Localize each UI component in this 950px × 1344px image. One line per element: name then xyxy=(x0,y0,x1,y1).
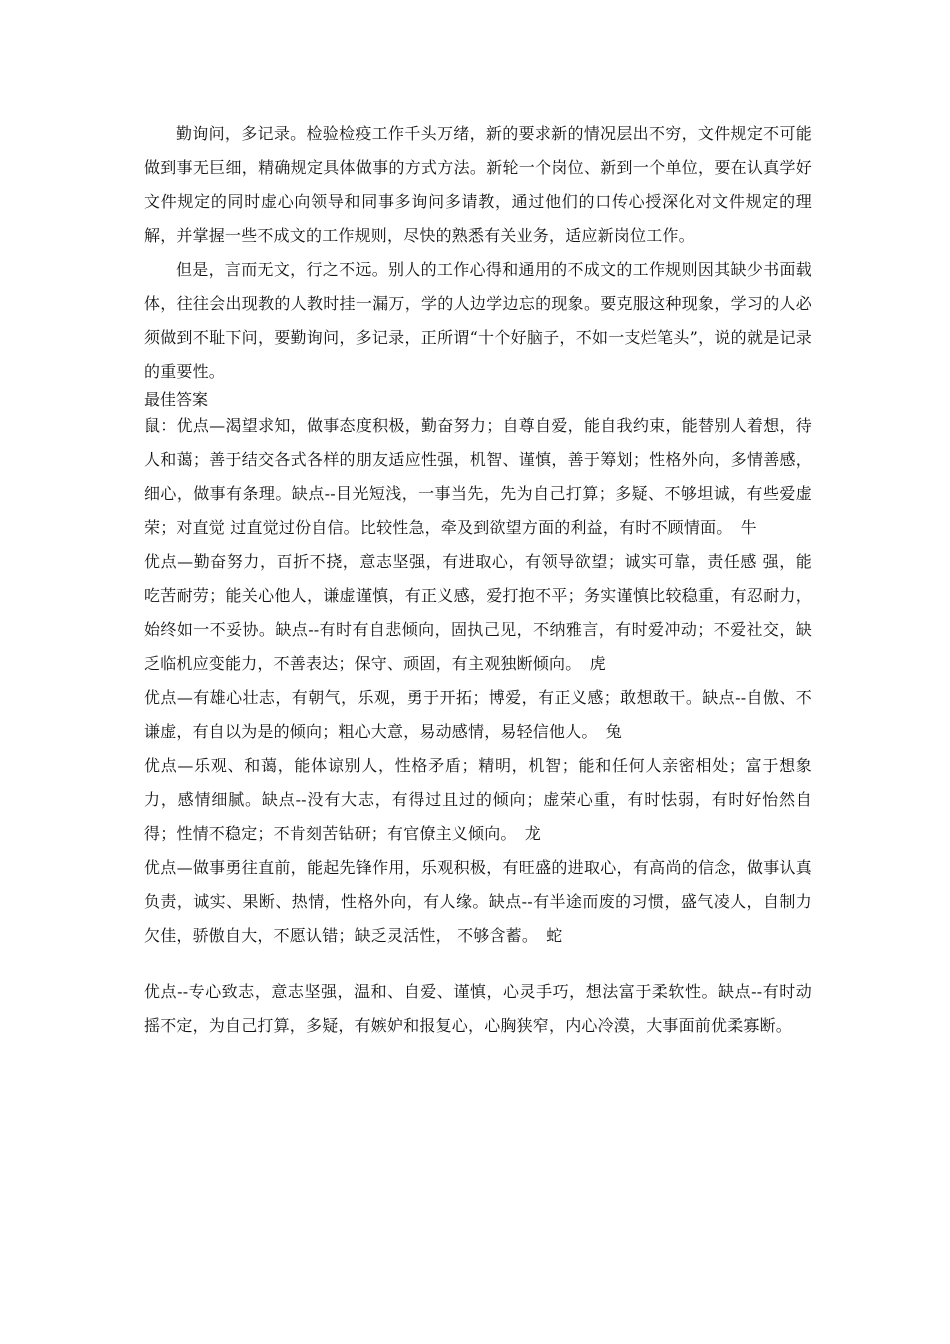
zodiac-block-tiger: 优点—有雄心壮志，有朝气，乐观，勇于开拓；博爱，有正义感；敢想敢干。缺点--自傲、不谦虚，有自以为是的倾向；粗心大意，易动感情，易轻信他人。 兔 xyxy=(144,688,812,741)
paragraph-inquiry-record: 勤询问，多记录。检验检疫工作千头万绪，新的要求新的情况层出不穷，文件规定不可能做到事无巨细，精确规定具体做事的方式方法。新轮一个岗位、新到一个单位，要在认真学好文件规定的同时虚心向领导和同事多询问多请教，通过他们的口传心授深化对文件规定的理解，并掌握一些不成文的工作规则，尽快的熟悉有关业务，适应新岗位工作。 xyxy=(144,124,812,245)
paragraph-written-record: 但是，言而无文，行之不远。别人的工作心得和通用的不成文的工作规则因其缺少书面载体，往往会出现教的人教时挂一漏万，学的人边学边忘的现象。要克服这种现象，学习的人必须做到不耻下问，要勤询问，多记录，正所谓“十个好脑子，不如一支烂笔头”，说的就是记录的重要性。 xyxy=(144,260,812,381)
spacer xyxy=(144,953,812,975)
zodiac-block-snake: 优点--专心致志，意志坚强，温和、自爱、谨慎，心灵手巧，想法富于柔软性。缺点--有时动摇不定，为自己打算，多疑，有嫉妒和报复心，心胸狭窄，内心冷漠，大事面前优柔寡断。 xyxy=(144,982,812,1035)
zodiac-block-rat: 鼠：优点—渴望求知，做事态度积极，勤奋努力；自尊自爱，能自我约束，能替别人着想，待人和蔼；善于结交各式各样的朋友适应性强，机智、谨慎，善于筹划；性格外向，多情善感，细心，做事有条理。缺点--目光短浅，一事当先，先为自己打算；多疑、不够坦诚，有些爱虚荣；对直觉 过直觉过份自信。比较性急，牵及到欲望方面的利益，有时不顾情面。 牛 xyxy=(144,416,812,537)
document-body xyxy=(144,117,812,1043)
zodiac-block-rabbit: 优点—乐观、和蔼，能体谅别人，性格矛盾；精明，机智；能和任何人亲密相处；富于想象力，感情细腻。缺点--没有大志，有得过且过的倾向；虚荣心重，有时怯弱，有时好怡然自得；性情不稳定；不肯刻苦钻研；有官僚主义倾向。 龙 xyxy=(144,756,812,843)
best-answer-heading: 最佳答案 xyxy=(144,390,209,409)
zodiac-block-ox: 优点—勤奋努力，百折不挠，意志坚强，有进取心，有领导欲望；诚实可靠，责任感 强，能吃苦耐劳；能关心他人，谦虚谨慎，有正义感，爱打抱不平；务实谨慎比较稳重，有忍耐力，始终如一不妥协。缺点--有时有自悲倾向，固执己见，不纳雅言，有时爱冲动；不爱社交，缺乏临机应变能力，不善表达；保守、顽固，有主观独断倾向。 虎 xyxy=(144,552,812,673)
zodiac-block-dragon: 优点—做事勇往直前，能起先锋作用，乐观积极，有旺盛的进取心，有高尚的信念，做事认真负责，诚实、果断、热情，性格外向，有人缘。缺点--有半途而废的习惯，盛气凌人，自制力欠佳，骄傲自大，不愿认错；缺乏灵活性， 不够含蓄。 蛇 xyxy=(144,858,812,945)
